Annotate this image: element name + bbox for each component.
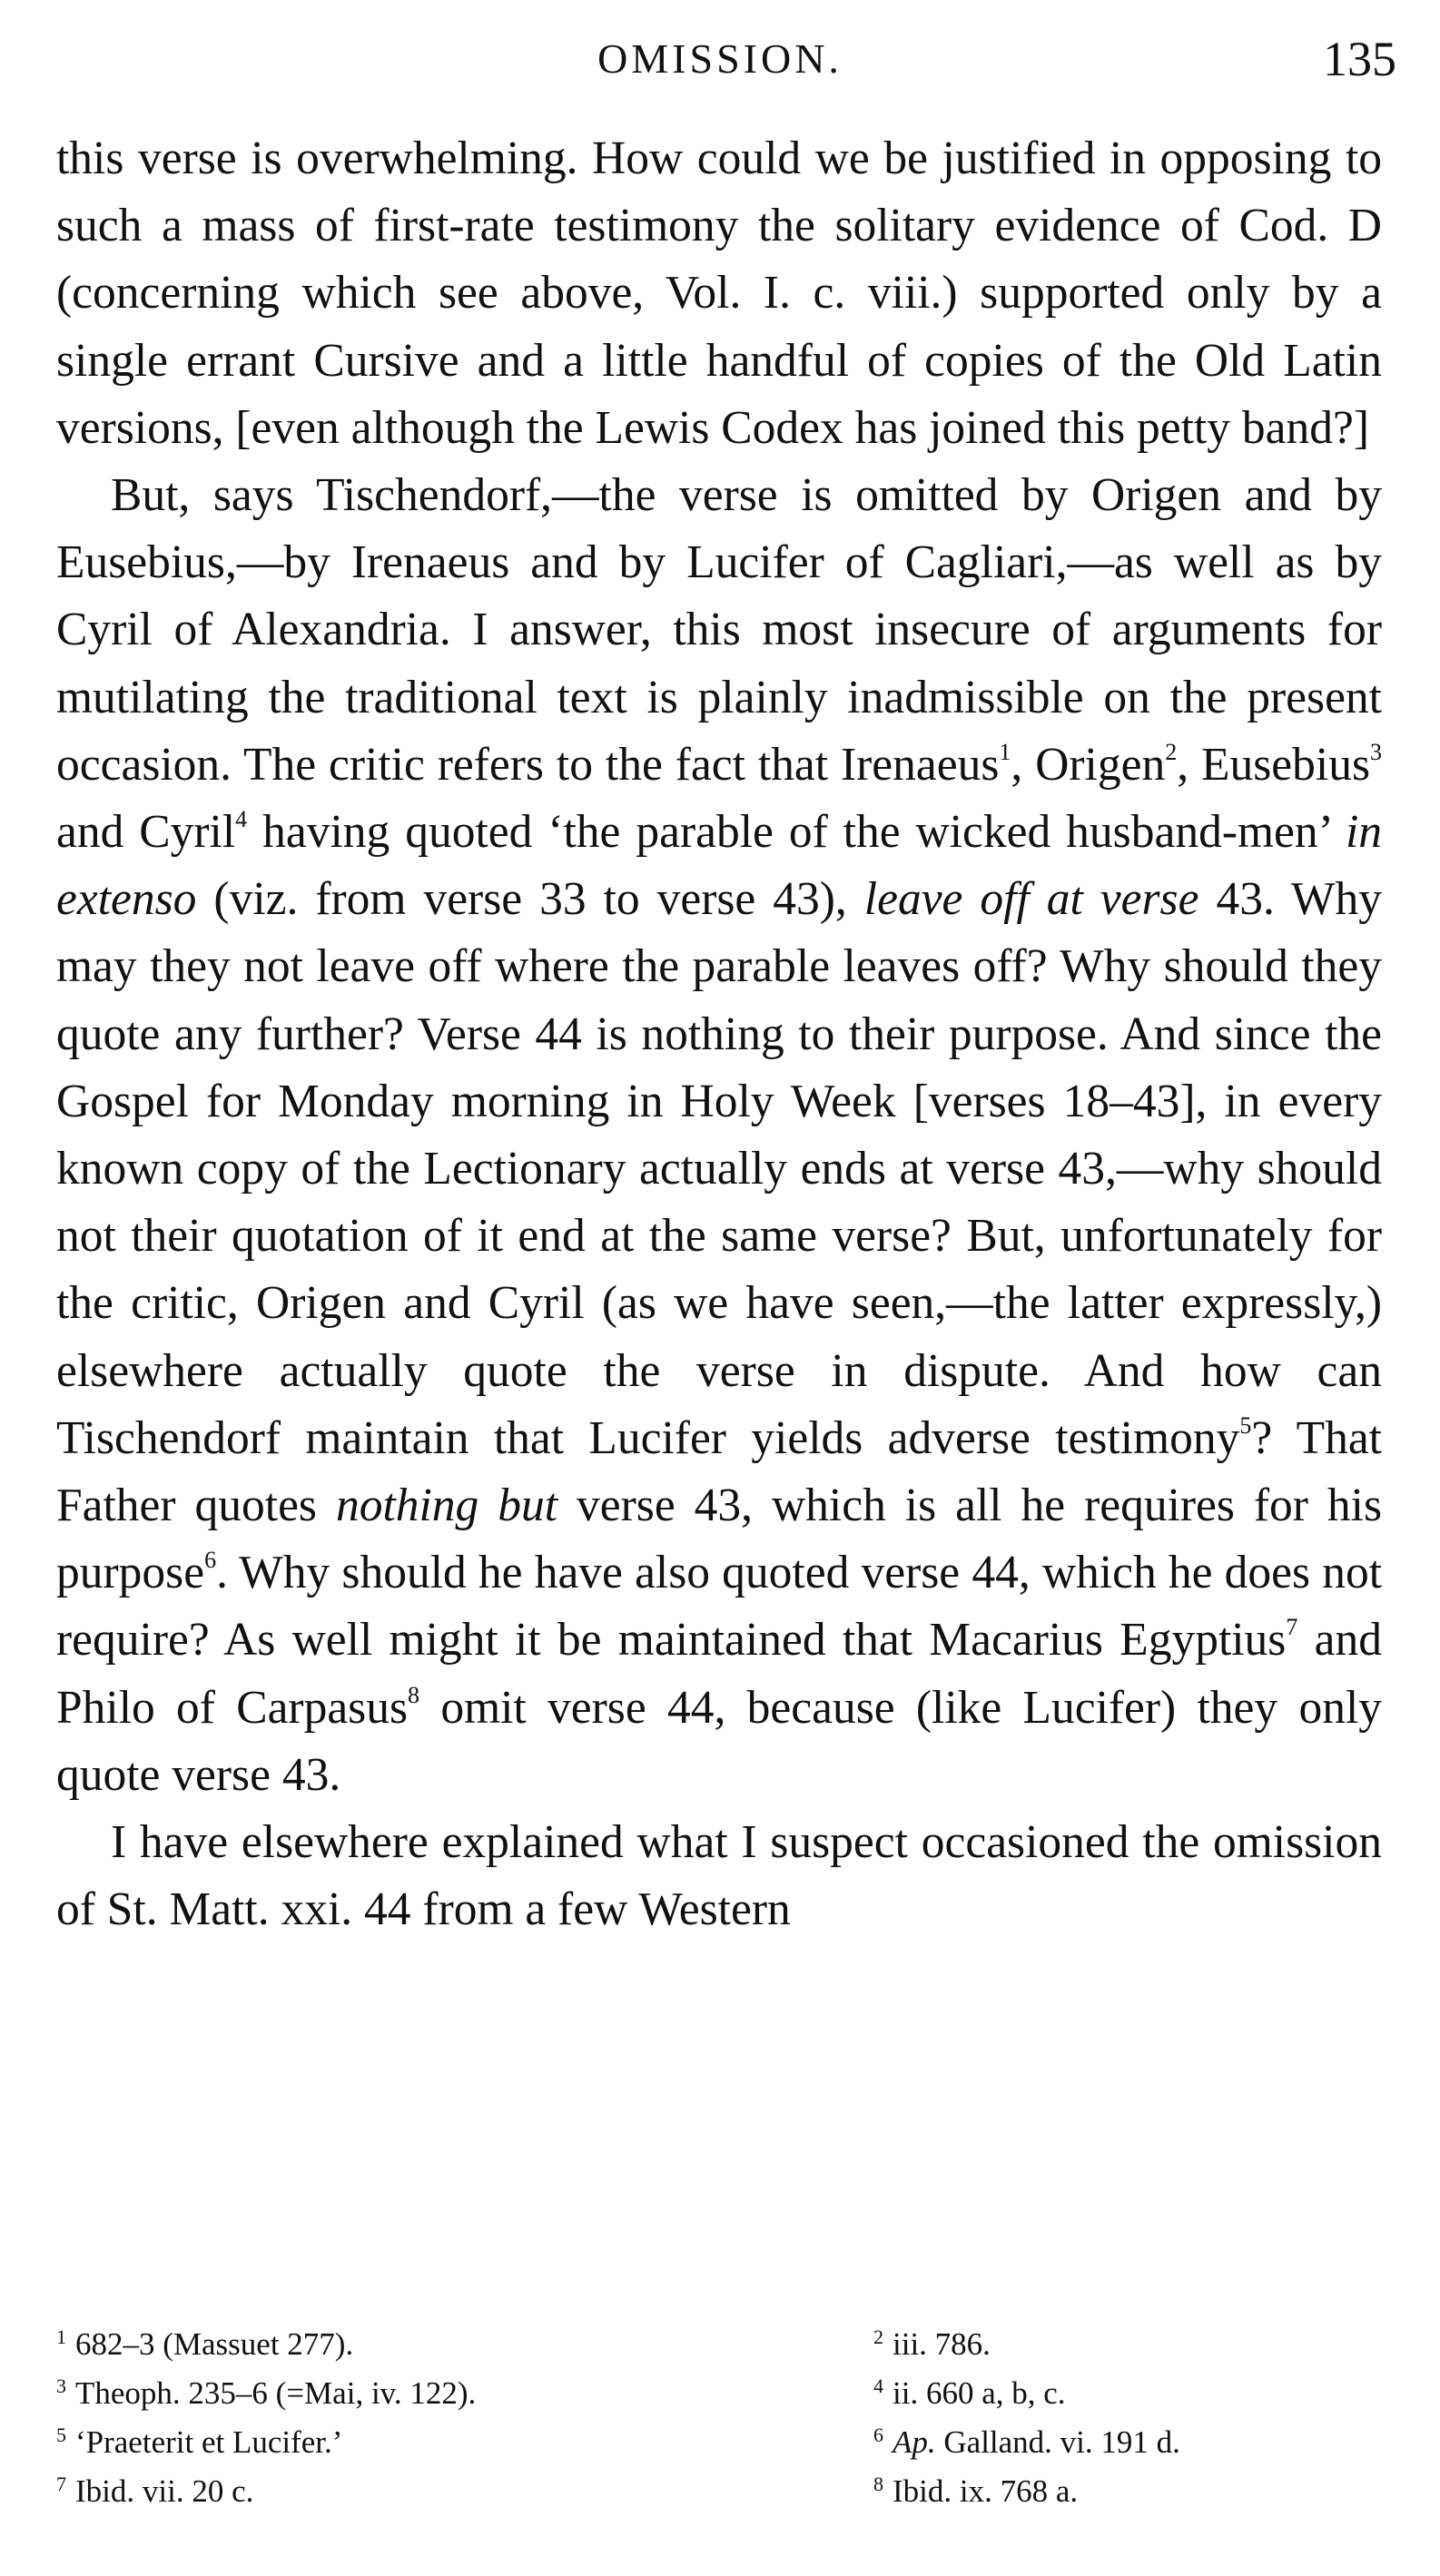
- footnote-number: 6: [873, 2424, 883, 2446]
- footnote-row: [56, 2320, 1382, 2369]
- footnote-reference: 5: [1239, 1411, 1252, 1439]
- paragraph-text: having quoted ‘the parable of the wicked husband-men’: [247, 806, 1346, 859]
- paragraph-text: I have elsewhere explained what I suspect occasioned the omission of St. Matt. xxi. 44 from a few Western: [56, 1816, 1382, 1936]
- paragraph-text: . Why should he have also quoted verse 44, which he does not require? As well might it be maintained that Macarius Egyptius: [56, 1547, 1382, 1667]
- footnote-text: Ibid. ix. 768 a.: [893, 2473, 1079, 2509]
- footnote-6: [873, 2418, 1382, 2467]
- footnote-reference: 4: [235, 806, 248, 833]
- running-title: OMISSION.: [597, 35, 843, 82]
- footnote-number: 7: [56, 2473, 66, 2495]
- paragraph-text: and Cyril: [56, 806, 236, 859]
- footnote-reference: 8: [408, 1681, 420, 1708]
- paragraph-text: omit verse 44, because (like Lucifer) they only quote verse 43.: [56, 1681, 1382, 1801]
- paragraph-text: , Origen: [1011, 738, 1166, 791]
- footnote-4: [873, 2369, 1382, 2418]
- footnote-reference: 7: [1286, 1614, 1298, 1641]
- footnotes: [56, 2320, 1382, 2516]
- footnote-text: Theoph. 235–6 (=Mai, iv. 122).: [75, 2375, 477, 2411]
- footnote-text: Ibid. vii. 20 c.: [75, 2473, 254, 2509]
- paragraph-omission: [56, 1809, 1382, 1943]
- footnote-row: [56, 2369, 1382, 2418]
- paragraph-tischendorf: [56, 462, 1382, 1809]
- footnote-2: [873, 2320, 1382, 2369]
- footnote-row: [56, 2467, 1382, 2516]
- footnote-text: Galland. vi. 191 d.: [935, 2424, 1180, 2460]
- body-text: [56, 125, 1382, 1943]
- italic-phrase: in extenso: [56, 806, 1382, 926]
- footnote-text: ii. 660 a, b, c.: [893, 2375, 1066, 2411]
- footnote-number: 1: [56, 2325, 66, 2348]
- running-head: [0, 34, 1440, 98]
- footnote-text: iii. 786.: [893, 2326, 991, 2362]
- footnote-7: [56, 2467, 873, 2516]
- footnote-reference: 1: [999, 738, 1011, 765]
- footnote-reference: 2: [1165, 738, 1178, 765]
- footnote-8: [873, 2467, 1382, 2516]
- footnote-5: [56, 2418, 873, 2467]
- footnote-number: 4: [873, 2374, 883, 2397]
- footnote-italic: Ap.: [893, 2424, 936, 2460]
- footnote-reference: 3: [1369, 738, 1382, 765]
- footnote-row: [56, 2418, 1382, 2467]
- paragraph-text: ? That Father quotes: [56, 1411, 1382, 1532]
- footnote-number: 8: [873, 2473, 883, 2495]
- footnote-text: ‘Praeterit et Lucifer.’: [75, 2424, 343, 2460]
- italic-phrase: leave off at verse: [863, 873, 1199, 926]
- footnote-number: 3: [56, 2374, 66, 2397]
- paragraph-text: and Philo of Carpasus: [56, 1614, 1382, 1734]
- paragraph-text: verse 43, which is all he requires for his purpose: [56, 1480, 1382, 1599]
- footnote-reference: 6: [204, 1547, 217, 1574]
- footnote-text: 682–3 (Massuet 277).: [75, 2326, 354, 2362]
- footnote-3: [56, 2369, 873, 2418]
- footnote-number: 2: [873, 2325, 883, 2348]
- paragraph-text: , Eusebius: [1177, 738, 1370, 791]
- footnote-number: 5: [56, 2424, 66, 2446]
- italic-phrase: nothing but: [335, 1480, 558, 1532]
- paragraph-continuation: [56, 125, 1382, 462]
- paragraph-text: 43. Why may they not leave off where the parable leaves off? Why should they quote any further? Verse 44 is nothing to their purpose. And since the Gospel for Monday morning in Holy Week [verses 18–43], in every known copy of the Lectionary actually ends at verse 43,—why should not their quotation of it end at the same verse? But, unfortunately for the critic, Origen and Cyril (as we have seen,—the latter expressly,) elsewhere actually quote the verse in dispute. And how can Tischendorf maintain that Lucifer yields adverse testimony: [56, 873, 1382, 1464]
- paragraph-text: But, says Tischendorf,—the verse is omitted by Origen and by Eusebius,—by Irenaeus and by Lucifer of Cagliari,—as well as by Cyril of Alexandria. I answer, this most insecure of arguments for mutilating the traditional text is plainly inadmissible on the present occasion. The critic refers to the fact that Irenaeus: [56, 469, 1382, 791]
- page-number: 135: [1323, 32, 1396, 86]
- paragraph-text: this verse is overwhelming. How could we be justified in opposing to such a mass of first-rate testimony the solitary evidence of Cod. D (concerning which see above, Vol. I. c. viii.) supported only by a single errant Cursive and a little handful of copies of the Old Latin versions, [even although the Lewis Codex has joined this petty band?]: [56, 133, 1382, 454]
- paragraph-text: (viz. from verse 33 to verse 43),: [196, 873, 864, 926]
- footnote-1: [56, 2320, 873, 2369]
